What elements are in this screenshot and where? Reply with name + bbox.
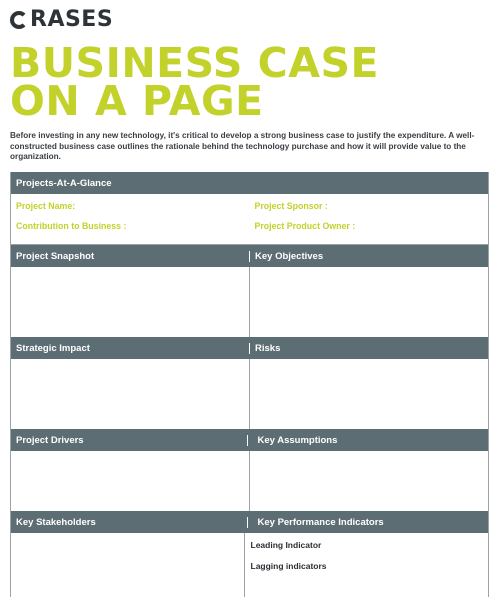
project-snapshot-cell[interactable] [11, 267, 249, 337]
section-header-row-1 [11, 245, 488, 267]
risks-header: Risks [249, 343, 488, 354]
project-name-label: Project Name: [16, 201, 76, 211]
key-stakeholders-cell[interactable] [11, 533, 244, 597]
glance-header-label: Projects-At-A-Glance [16, 177, 112, 189]
lagging-indicator-label: Lagging indicators [250, 561, 327, 571]
kpi-header: Key Performance Indicators [247, 517, 489, 528]
logo [10, 9, 113, 31]
section-row-2 [11, 359, 488, 429]
section-header-row-2 [11, 337, 488, 359]
section-row-4 [11, 533, 488, 597]
kpi-cell[interactable] [244, 533, 489, 597]
key-assumptions-header: Key Assumptions [247, 435, 489, 446]
page-title [10, 39, 379, 125]
leading-indicator-label: Leading Indicator [250, 540, 322, 550]
project-drivers-cell[interactable] [11, 451, 249, 511]
glance-left [11, 194, 250, 244]
intro-paragraph: Before investing in any new technology, it's critical to develop a strong business case to justify the expenditure. A well-constructed business case outlines the rationale behind the technology purchase and how it will provide value to the organization. [10, 131, 475, 161]
key-objectives-cell[interactable] [249, 267, 488, 337]
strategic-impact-cell[interactable] [11, 359, 249, 429]
risks-cell[interactable] [249, 359, 488, 429]
project-snapshot-header: Project Snapshot [16, 250, 95, 262]
section-row-1 [11, 267, 488, 337]
section-header-row-4 [11, 511, 488, 533]
contribution-label: Contribution to Business : [16, 221, 127, 231]
title-line-2: ON A PAGE [10, 77, 264, 125]
section-header-row-3 [11, 429, 488, 451]
business-case-grid [10, 172, 489, 597]
project-sponsor-label: Project Sponsor : [254, 201, 328, 211]
strategic-impact-header: Strategic Impact [16, 342, 90, 354]
title-line-1: BUSINESS CASE [10, 39, 379, 87]
glance-section [11, 194, 488, 245]
glance-right [250, 194, 489, 244]
key-objectives-header: Key Objectives [249, 251, 488, 262]
glance-header [11, 172, 488, 194]
logo-text: RASES [30, 7, 114, 32]
section-row-3 [11, 451, 488, 511]
project-drivers-header: Project Drivers [16, 434, 84, 446]
key-assumptions-cell[interactable] [249, 451, 488, 511]
product-owner-label: Project Product Owner : [254, 221, 356, 231]
key-stakeholders-header: Key Stakeholders [16, 516, 96, 528]
logo-mark-icon [10, 11, 28, 29]
